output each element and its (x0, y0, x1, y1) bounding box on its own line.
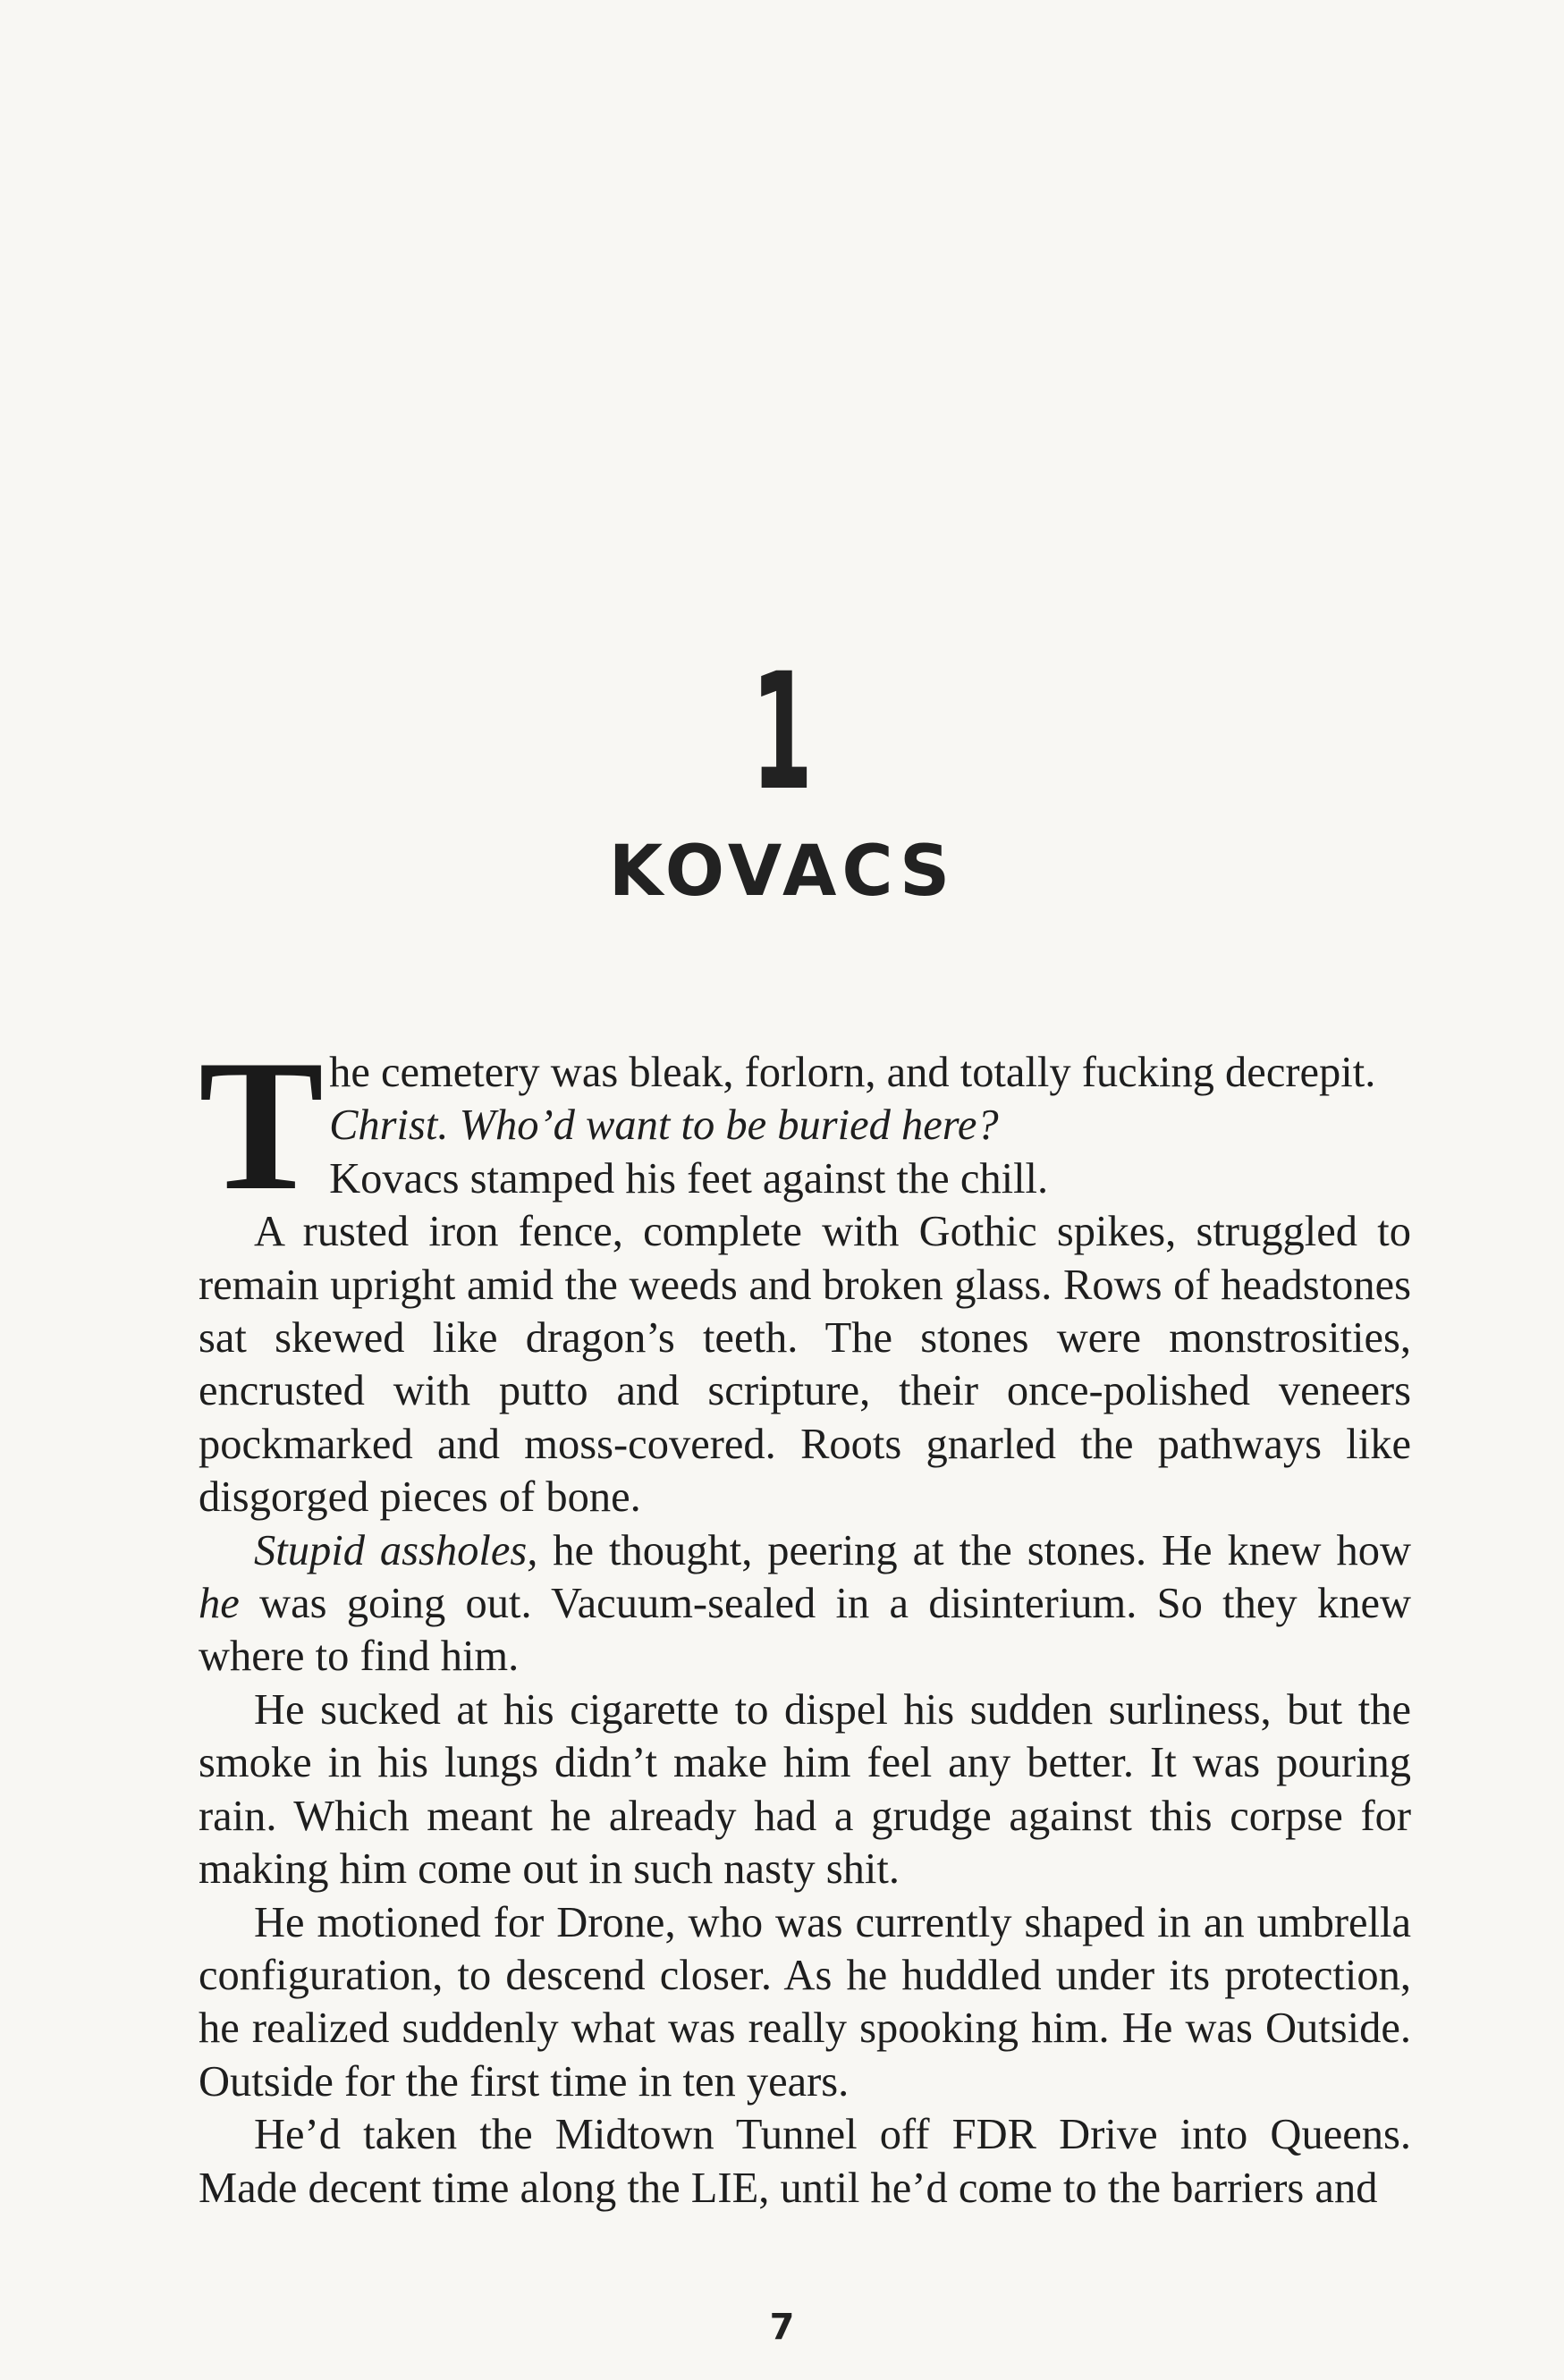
paragraph-2 (199, 1524, 1411, 1684)
paragraph-2-emphasis: he (199, 1580, 240, 1628)
paragraph-1: A rusted iron fence, complete with Gothic spikes, struggled to remain upright amid the weeds and broken glass. Rows of headstones sat skewed like dragon’s teeth. The stones were monstrosities, encrusted with putto and scripture, their once-polished veneers pockmarked and moss-covered. Roots gnarled the pathways like disgorged pieces of bone. (199, 1208, 1411, 1522)
opening-line-2 (199, 1099, 1411, 1152)
page-number: 7 (769, 2307, 795, 2348)
paragraph-2-mid: he thought, peering at the stones. He knew how (537, 1526, 1411, 1574)
opening-block (199, 1022, 1411, 1229)
paragraph-4: He motioned for Drone, who was currently shaped in an umbrella configuration, to descend closer. As he huddled under its protection, he realized suddenly what was really spooking him. He was Outside. Outside for the first time in ten years. (199, 1898, 1411, 2106)
opening-line-1: he cemetery was bleak, forlorn, and totally fucking decrepit. (329, 1049, 1376, 1096)
opening-line-3: Kovacs stamped his feet against the chill. (329, 1154, 1049, 1203)
drop-cap: T (199, 1022, 325, 1229)
body-text (199, 1022, 1411, 2215)
paragraph-3: He sucked at his cigarette to dispel his sudden surliness, but the smoke in his lungs didn’t make him feel any better. It was pouring rain. Which meant he already had a grudge against this corpse for making him come out in such nasty shit. (199, 1685, 1411, 1894)
paragraph-2-thought: Stupid assholes, (254, 1526, 538, 1574)
paragraph-2-end: was going out. Vacuum-sealed in a disinterium. So they knew where to find him. (199, 1580, 1411, 1681)
paragraph-5: He’d taken the Midtown Tunnel off FDR Drive into Queens. Made decent time along the LIE, until he’d come to the barriers and (199, 2111, 1411, 2212)
chapter-number: 1 (751, 639, 813, 826)
chapter-title: KOVACS (608, 831, 956, 912)
opening-thought: Christ. Who’d want to be buried here? (329, 1101, 999, 1150)
